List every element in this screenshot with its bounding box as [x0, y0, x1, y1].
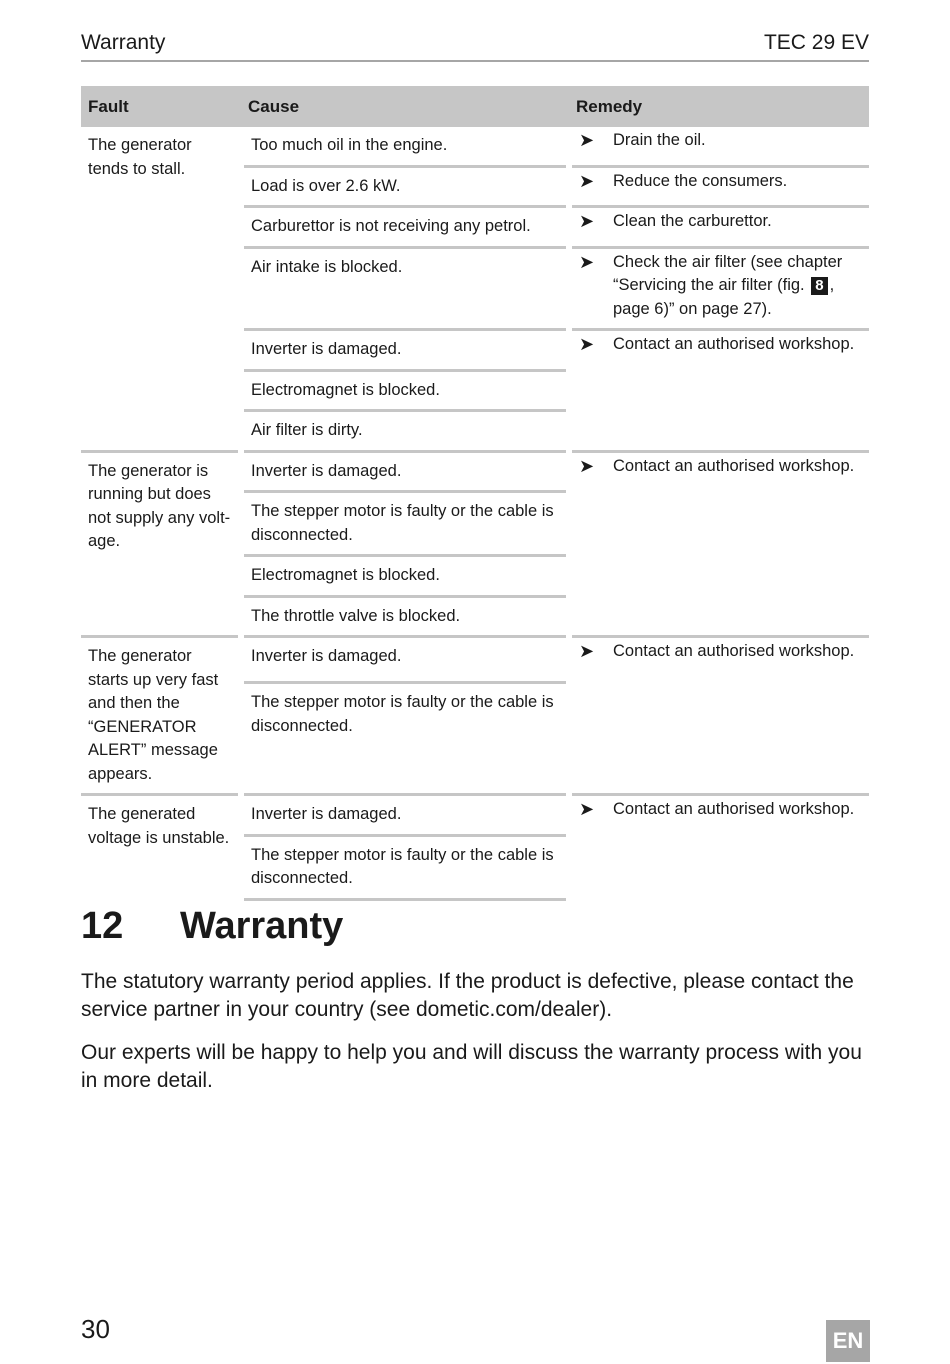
cause-cell: Air filter is dirty. [241, 411, 569, 452]
arrow-icon: ➤ [579, 641, 595, 661]
header-divider [81, 60, 869, 62]
remedy-text: Clean the carburettor. [613, 212, 772, 230]
remedy-text-part: Check the air filter (see chapter “Servicing the air filter (fig. [613, 252, 843, 294]
remedy-text: Reduce the consumers. [613, 171, 788, 190]
table-row [81, 795, 869, 836]
remedy-text: Drain the oil. [613, 131, 706, 149]
fault-cell: The generated voltage is unstable. [81, 795, 241, 900]
cause-cell: Too much oil in the engine. [241, 127, 569, 166]
fault-cell: The generator starts up very fast and then the “GENERATOR ALERT” message appears. [81, 637, 241, 795]
section-number: 12 [81, 905, 124, 947]
header-model-name: TEC 29 EV [763, 31, 869, 54]
table-row [81, 451, 869, 492]
warranty-paragraph: The statutory warranty period applies. If the product is defective, please contact the service partner in your country (see dometic.com/dealer). [81, 970, 854, 1021]
cause-cell: Inverter is damaged. [241, 637, 569, 683]
language-badge: EN [826, 1320, 870, 1362]
remedy-cell [569, 207, 869, 248]
figure-reference-badge: 8 [811, 277, 827, 295]
table-header-row [81, 86, 869, 127]
arrow-icon: ➤ [579, 455, 595, 476]
arrow-icon: ➤ [579, 130, 595, 150]
remedy-text: Contact an authorised workshop. [613, 642, 855, 660]
table-row [81, 127, 869, 166]
remedy-text: Contact an authorised workshop. [613, 456, 855, 475]
cause-cell: Carburettor is not receiving any petrol. [241, 207, 569, 248]
column-header-fault: Fault [81, 86, 241, 127]
section-title: Warranty [180, 905, 344, 947]
cause-cell: Inverter is damaged. [241, 451, 569, 492]
header-section-title: Warranty [81, 31, 166, 54]
section-heading [81, 905, 343, 948]
cause-cell: Inverter is damaged. [241, 330, 569, 371]
arrow-icon: ➤ [579, 251, 595, 272]
arrow-icon: ➤ [579, 334, 595, 354]
fault-cell: The generator tends to stall. [88, 136, 192, 178]
table-row [81, 637, 869, 683]
cause-cell: The stepper motor is faulty or the cable is disconnected. [241, 492, 569, 556]
remedy-cell [569, 247, 869, 330]
arrow-icon: ➤ [579, 799, 595, 819]
warranty-paragraph: Our experts will be happy to help you and will discuss the warranty process with you in more detail. [81, 1041, 862, 1092]
remedy-cell [569, 451, 869, 637]
column-header-remedy: Remedy [569, 86, 869, 127]
cause-cell: Air intake is blocked. [241, 247, 569, 330]
cause-cell: Electromagnet is blocked. [241, 370, 569, 411]
cause-cell: The stepper motor is faulty or the cable is disconnected. [241, 835, 569, 899]
remedy-cell [569, 127, 869, 166]
cause-cell: Load is over 2.6 kW. [241, 166, 569, 207]
cause-cell: The stepper motor is faulty or the cable is disconnected. [241, 683, 569, 795]
remedy-text [613, 251, 862, 322]
fault-cell: The generator is running but does not supply any volt-age. [81, 451, 241, 637]
remedy-cell [569, 795, 869, 900]
remedy-cell [569, 637, 869, 795]
troubleshooting-table [81, 86, 869, 901]
arrow-icon: ➤ [579, 170, 595, 191]
page-number: 30 [81, 1314, 110, 1344]
cause-cell: Inverter is damaged. [241, 795, 569, 836]
cause-cell: The throttle valve is blocked. [241, 596, 569, 637]
column-header-cause: Cause [241, 86, 569, 127]
remedy-text: Contact an authorised workshop. [613, 800, 855, 818]
arrow-icon: ➤ [579, 211, 595, 231]
remedy-text: Contact an authorised workshop. [613, 335, 855, 353]
remedy-text-part: , page 6)” on page 27). [613, 276, 835, 318]
remedy-cell [569, 330, 869, 452]
cause-cell: Electromagnet is blocked. [241, 556, 569, 597]
remedy-cell [569, 166, 869, 207]
